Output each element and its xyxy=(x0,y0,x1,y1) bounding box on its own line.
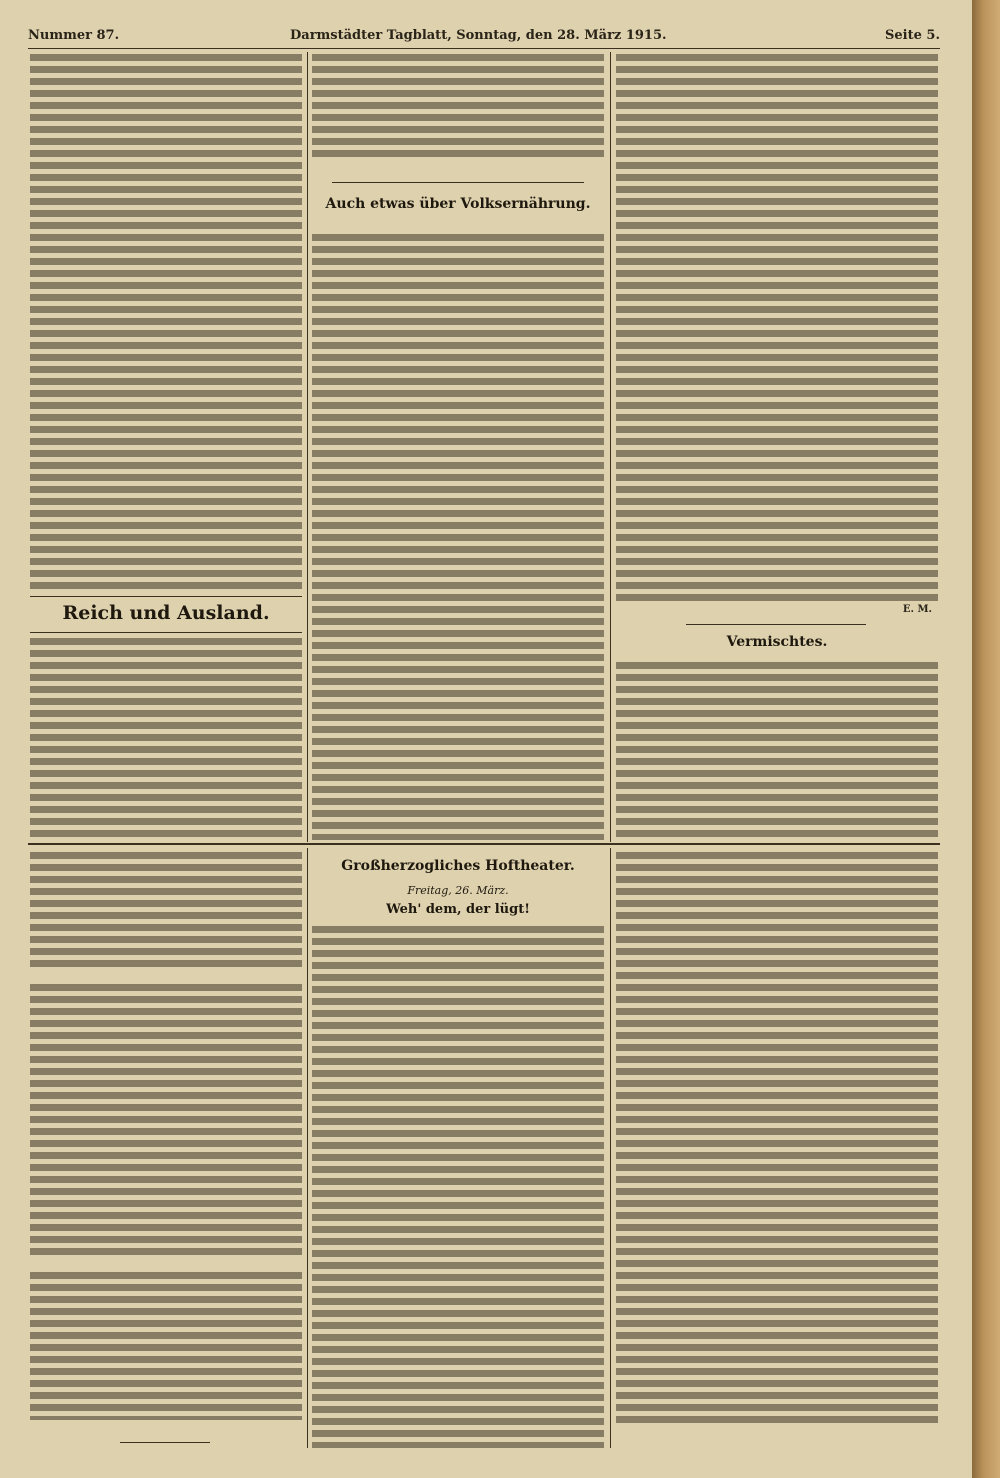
headline-vermischtes: Vermischtes. xyxy=(726,634,828,650)
column-1-lower xyxy=(30,852,302,1448)
column-divider xyxy=(610,52,611,842)
headline-rule xyxy=(30,596,302,597)
headline-volksernaehrung: Auch etwas über Volksernährung. xyxy=(325,196,591,212)
article-text-continued xyxy=(30,852,302,972)
section-rule xyxy=(28,843,940,845)
article-text-der-englaender xyxy=(30,1272,302,1420)
article-text-local-news xyxy=(30,54,302,590)
article-text-hoftheater-cont xyxy=(616,852,938,1428)
headline-hoftheater: Großherzogliches Hoftheater. xyxy=(341,858,575,874)
column-1-upper xyxy=(30,54,302,840)
article-text-gedenktafel xyxy=(30,984,302,1260)
column-3-lower xyxy=(616,852,938,1448)
header-rule xyxy=(28,48,940,49)
issue-number: Nummer 87. xyxy=(28,28,120,43)
column-2-lower xyxy=(312,852,604,1448)
article-signature: E. M. xyxy=(902,604,932,615)
article-text-vermischtes xyxy=(616,662,938,840)
article-text-halle-genf xyxy=(312,54,604,162)
page-number: Seite 5. xyxy=(885,28,940,43)
headline-reich-und-ausland: Reich und Ausland. xyxy=(62,602,270,624)
headline-rule xyxy=(30,632,302,633)
column-2-upper xyxy=(312,54,604,840)
column-divider xyxy=(307,848,308,1448)
article-text-volksernaehrung xyxy=(312,234,604,840)
theater-play-title: Weh' dem, der lügt! xyxy=(386,902,530,917)
article-text-hoftheater xyxy=(312,926,604,1448)
masthead-line: Darmstädter Tagblatt, Sonntag, den 28. März 1915. xyxy=(290,28,667,43)
headline-rule xyxy=(332,182,584,183)
theater-date: Freitag, 26. März. xyxy=(407,884,509,897)
column-divider xyxy=(610,848,611,1448)
column-3-upper xyxy=(616,54,938,840)
headline-rule xyxy=(686,624,866,625)
article-text-volksernaehrung-cont xyxy=(616,54,938,602)
column-divider xyxy=(307,52,308,842)
column-end-rule xyxy=(120,1442,210,1443)
article-text-reich-und-ausland xyxy=(30,638,302,840)
page-header xyxy=(28,28,940,46)
page-edge xyxy=(972,0,1000,1478)
